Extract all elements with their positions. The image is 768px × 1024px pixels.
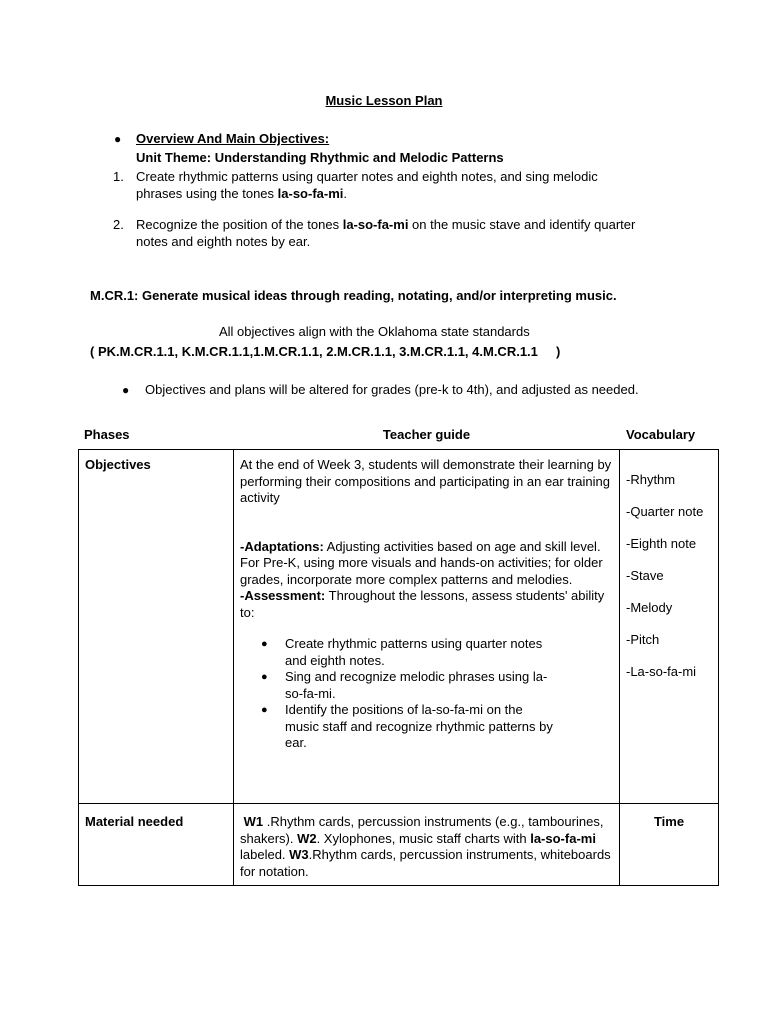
objective-intro: At the end of Week 3, students will demonstrate their learning by performing their compositions and participating in an ear training activity — [240, 457, 612, 505]
table-row — [79, 804, 719, 886]
time-cell — [620, 804, 719, 886]
vocab-item: -Quarter note — [626, 504, 704, 519]
lesson-table — [78, 449, 719, 886]
vocab-item: -Pitch — [626, 632, 660, 647]
phase-cell — [79, 450, 234, 804]
vocab-item: -Stave — [626, 568, 664, 583]
standard-heading: M.CR.1: Generate musical ideas through reading, notating, and/or interpreting music. — [90, 288, 617, 303]
alignment-text: All objectives align with the Oklahoma state standards — [219, 324, 530, 339]
page-title: Music Lesson Plan — [325, 93, 443, 108]
assessment: -Assessment: Throughout the lessons, assess students' ability to: — [240, 588, 605, 620]
vocab-item: -Rhythm — [626, 472, 676, 487]
list-item: ● Sing and recognize melodic phrases using la-so-fa-mi. — [240, 669, 558, 702]
objective-1-number: 1. — [113, 169, 124, 184]
adaptations: -Adaptations: Adjusting activities based on age and skill level. For Pre-K, using more visuals and hands-on activities; for older grades, incorporate more complex patterns and melodies. — [240, 538, 603, 587]
phase-cell — [79, 804, 234, 886]
bullet-icon: ● — [114, 132, 122, 146]
time-label: Time — [653, 814, 685, 829]
list-item: ● Identify the positions of la-so-fa-mi on the music staff and recognize rhythmic patterns by ear. — [240, 702, 558, 752]
standards-list: ( PK.M.CR.1.1, K.M.CR.1.1,1.M.CR.1.1, 2.M.CR.1.1, 3.M.CR.1.1, 4.M.CR.1.1 ) — [90, 344, 561, 359]
vocab-item: -La-so-fa-mi — [626, 664, 697, 679]
table-row — [79, 450, 719, 804]
unit-theme: Unit Theme: Understanding Rhythmic and Melodic Patterns — [136, 150, 504, 165]
objective-2: Recognize the position of the tones la-so-fa-mi on the music stave and identify quarter notes and eighth notes by ear. — [136, 217, 636, 249]
list-item: ● Create rhythmic patterns using quarter notes and eighth notes. — [240, 636, 558, 669]
phase-label: Material needed — [85, 814, 184, 829]
materials-text: W1 .Rhythm cards, percussion instruments (e.g., tambourines, shakers). W2. Xylophones, music staff charts with la-so-fa-mi labeled. W3.Rhythm cards, percussion instruments, whiteboards for notation. — [240, 814, 611, 879]
assessment-list — [240, 636, 558, 752]
overview-heading: Overview And Main Objectives: — [136, 131, 330, 146]
header-phases: Phases — [84, 427, 130, 442]
phase-label: Objectives — [85, 457, 151, 472]
vocabulary-cell — [620, 450, 719, 804]
bullet-icon: ● — [122, 383, 130, 397]
objective-1: Create rhythmic patterns using quarter notes and eighth notes, and sing melodic phrases using the tones la-so-fa-mi. — [136, 169, 598, 201]
objective-2-number: 2. — [113, 217, 124, 232]
header-vocabulary: Vocabulary — [626, 427, 696, 442]
vocab-item: -Melody — [626, 600, 673, 615]
vocab-item: -Eighth note — [626, 536, 697, 551]
header-teacher-guide: Teacher guide — [382, 427, 471, 442]
teacher-guide-cell — [234, 450, 620, 804]
materials-cell — [234, 804, 620, 886]
grades-note: Objectives and plans will be altered for grades (pre-k to 4th), and adjusted as needed. — [145, 382, 639, 397]
